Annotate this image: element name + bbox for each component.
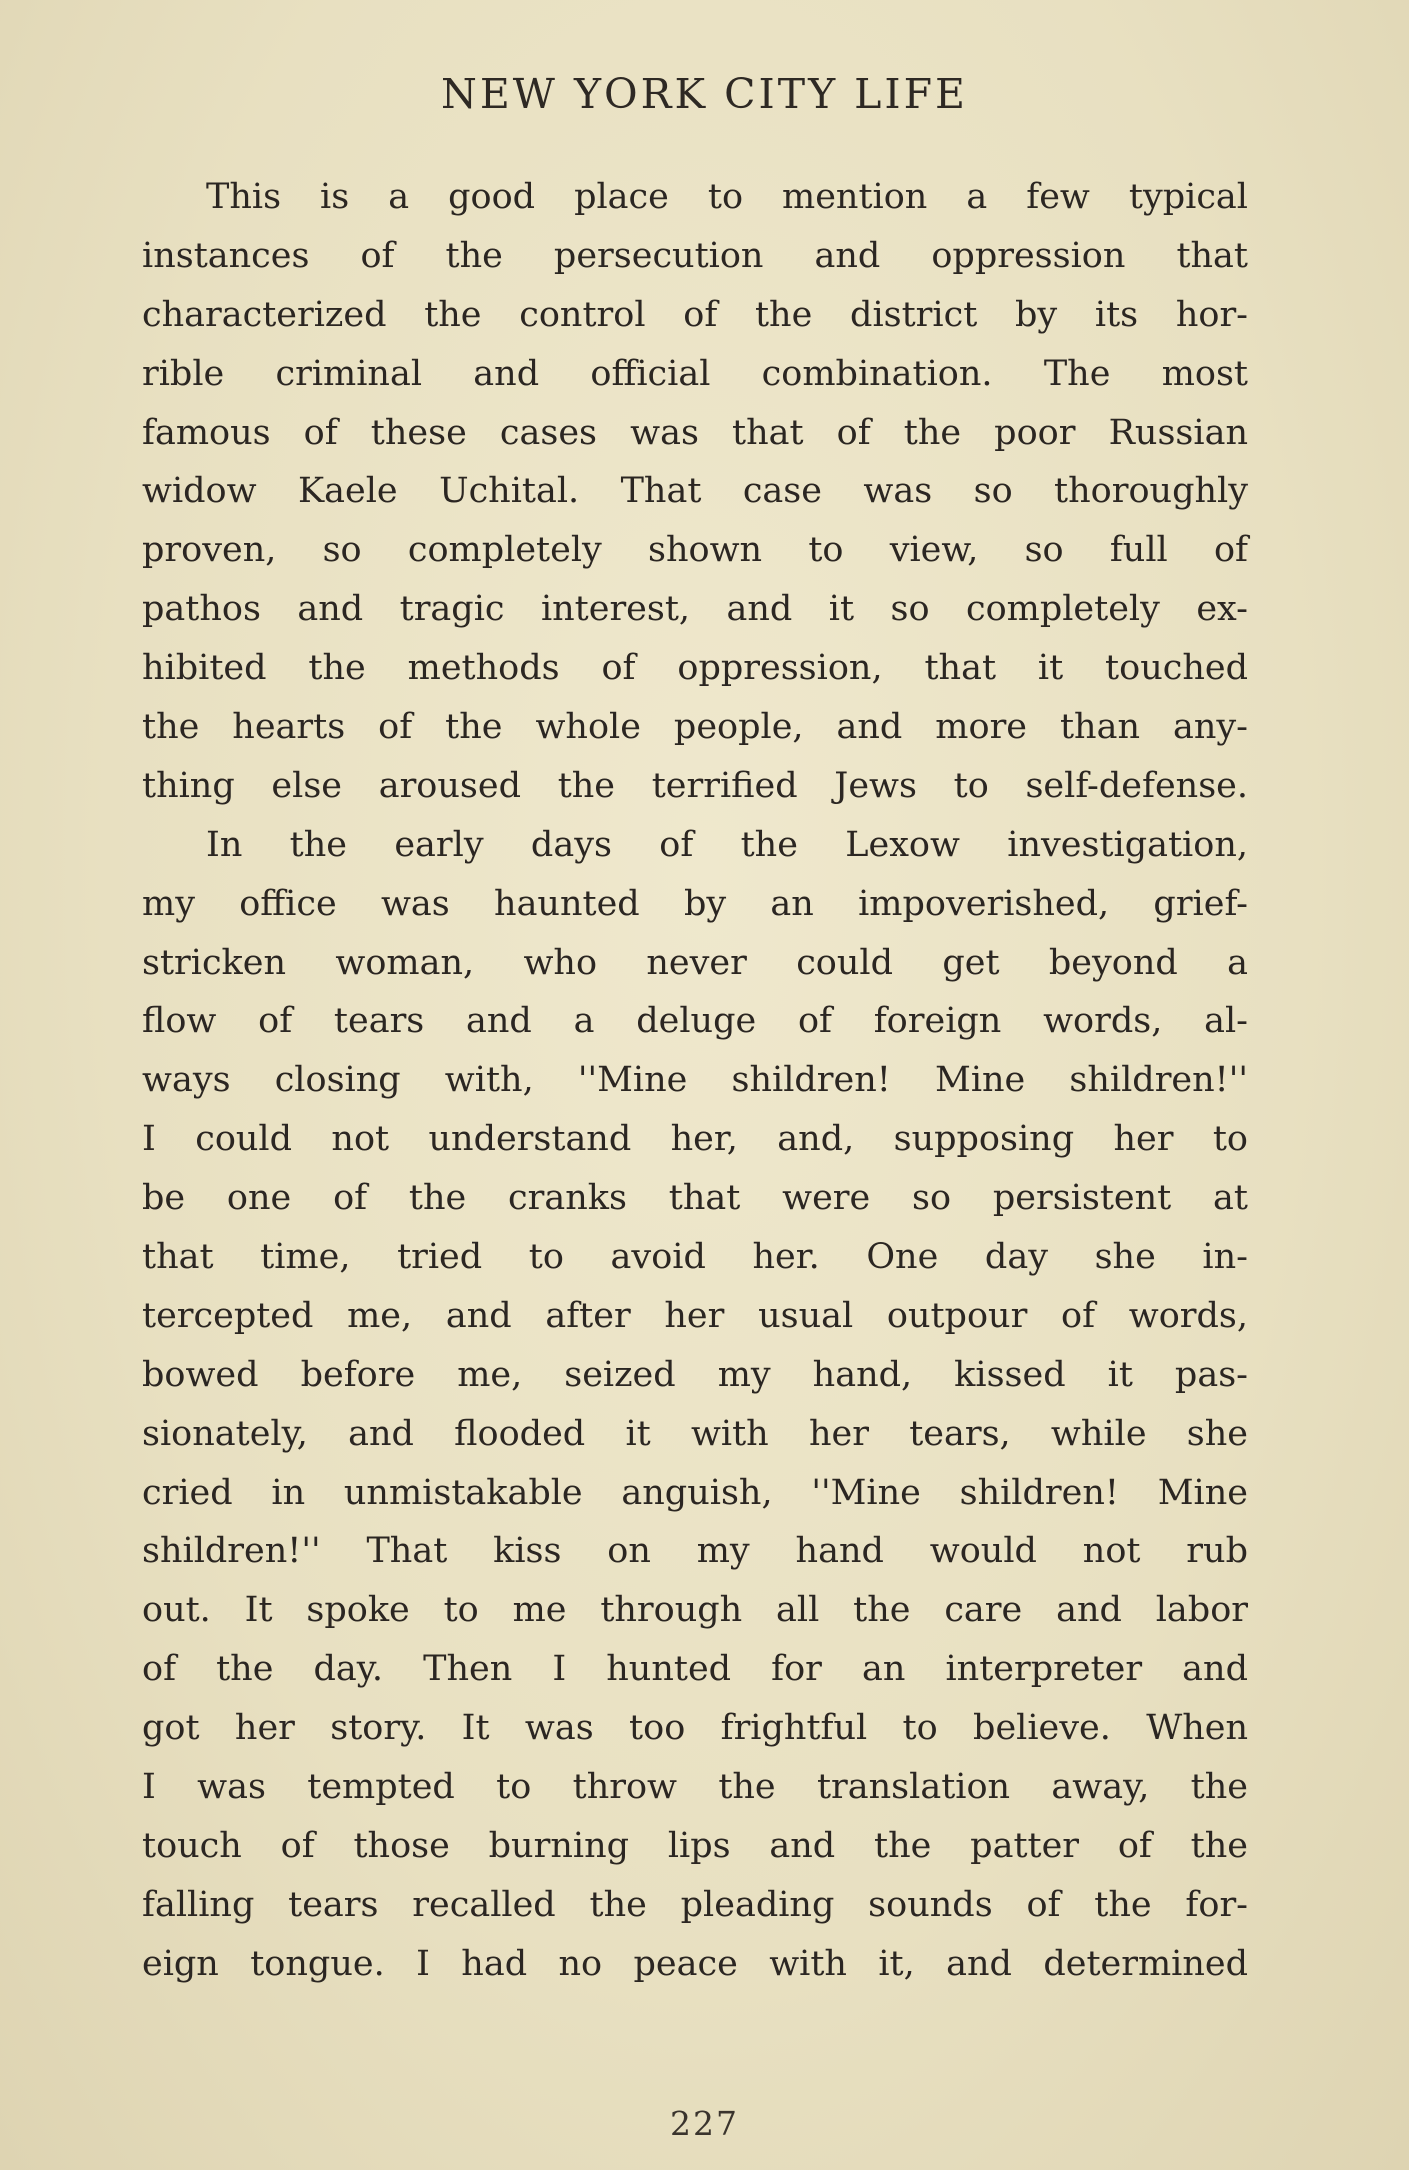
text-line: got her story. It was too frightful to believe. When [142, 1708, 1248, 1749]
text-line: my office was haunted by an impoverished, grief- [142, 883, 1248, 924]
text-line: touch of those burning lips and the patter of the [142, 1825, 1248, 1866]
text-line: cried in unmistakable anguish, ''Mine shildren! Mine [142, 1472, 1248, 1513]
text-line: This is a good place to mention a few typical [206, 177, 1248, 217]
text-line: tercepted me, and after her usual outpour of words, [142, 1295, 1248, 1336]
text-line: instances of the persecution and oppression that [142, 235, 1248, 276]
page-number: 227 [670, 2104, 739, 2143]
text-line: I could not understand her, and, supposing her to [142, 1119, 1248, 1160]
text-line: flow of tears and a deluge of foreign words, al- [142, 1001, 1248, 1042]
text-line: falling tears recalled the pleading sounds of the for- [142, 1884, 1248, 1925]
text-line: sionately, and flooded it with her tears, while she [142, 1413, 1248, 1454]
text-line: the hearts of the whole people, and more than any- [142, 707, 1248, 748]
text-line: widow Kaele Uchital. That case was so thoroughly [142, 471, 1248, 512]
text-line: bowed before me, seized my hand, kissed it pas- [142, 1354, 1248, 1395]
text-line: of the day. Then I hunted for an interpreter and [142, 1649, 1248, 1690]
text-line: characterized the control of the district by its hor- [142, 294, 1248, 335]
text-line: thing else aroused the terrified Jews to self-defense. [142, 765, 1248, 806]
text-line: famous of these cases was that of the poor Russian [142, 412, 1248, 453]
text-line: pathos and tragic interest, and it so completely ex- [142, 589, 1248, 630]
text-line: I was tempted to throw the translation away, the [142, 1767, 1248, 1808]
text-line: eign tongue. I had no peace with it, and determined [142, 1943, 1248, 1984]
text-line: ways closing with, ''Mine shildren! Mine shildren!'' [142, 1060, 1248, 1101]
text-line: out. It spoke to me through all the care and labor [142, 1590, 1248, 1631]
text-line: hibited the methods of oppression, that it touched [142, 648, 1248, 689]
text-line: be one of the cranks that were so persistent at [142, 1178, 1248, 1219]
text-line: that time, tried to avoid her. One day she in- [142, 1237, 1248, 1278]
text-line: proven, so completely shown to view, so full of [142, 530, 1248, 571]
text-line: stricken woman, who never could get beyond a [142, 942, 1248, 983]
body-text [142, 168, 1248, 1994]
text-line: shildren!'' That kiss on my hand would not rub [142, 1531, 1248, 1572]
text-line: In the early days of the Lexow investigation, [206, 824, 1248, 865]
running-head: NEW YORK CITY LIFE [440, 70, 968, 118]
text-line: rible criminal and official combination. The most [142, 353, 1248, 394]
